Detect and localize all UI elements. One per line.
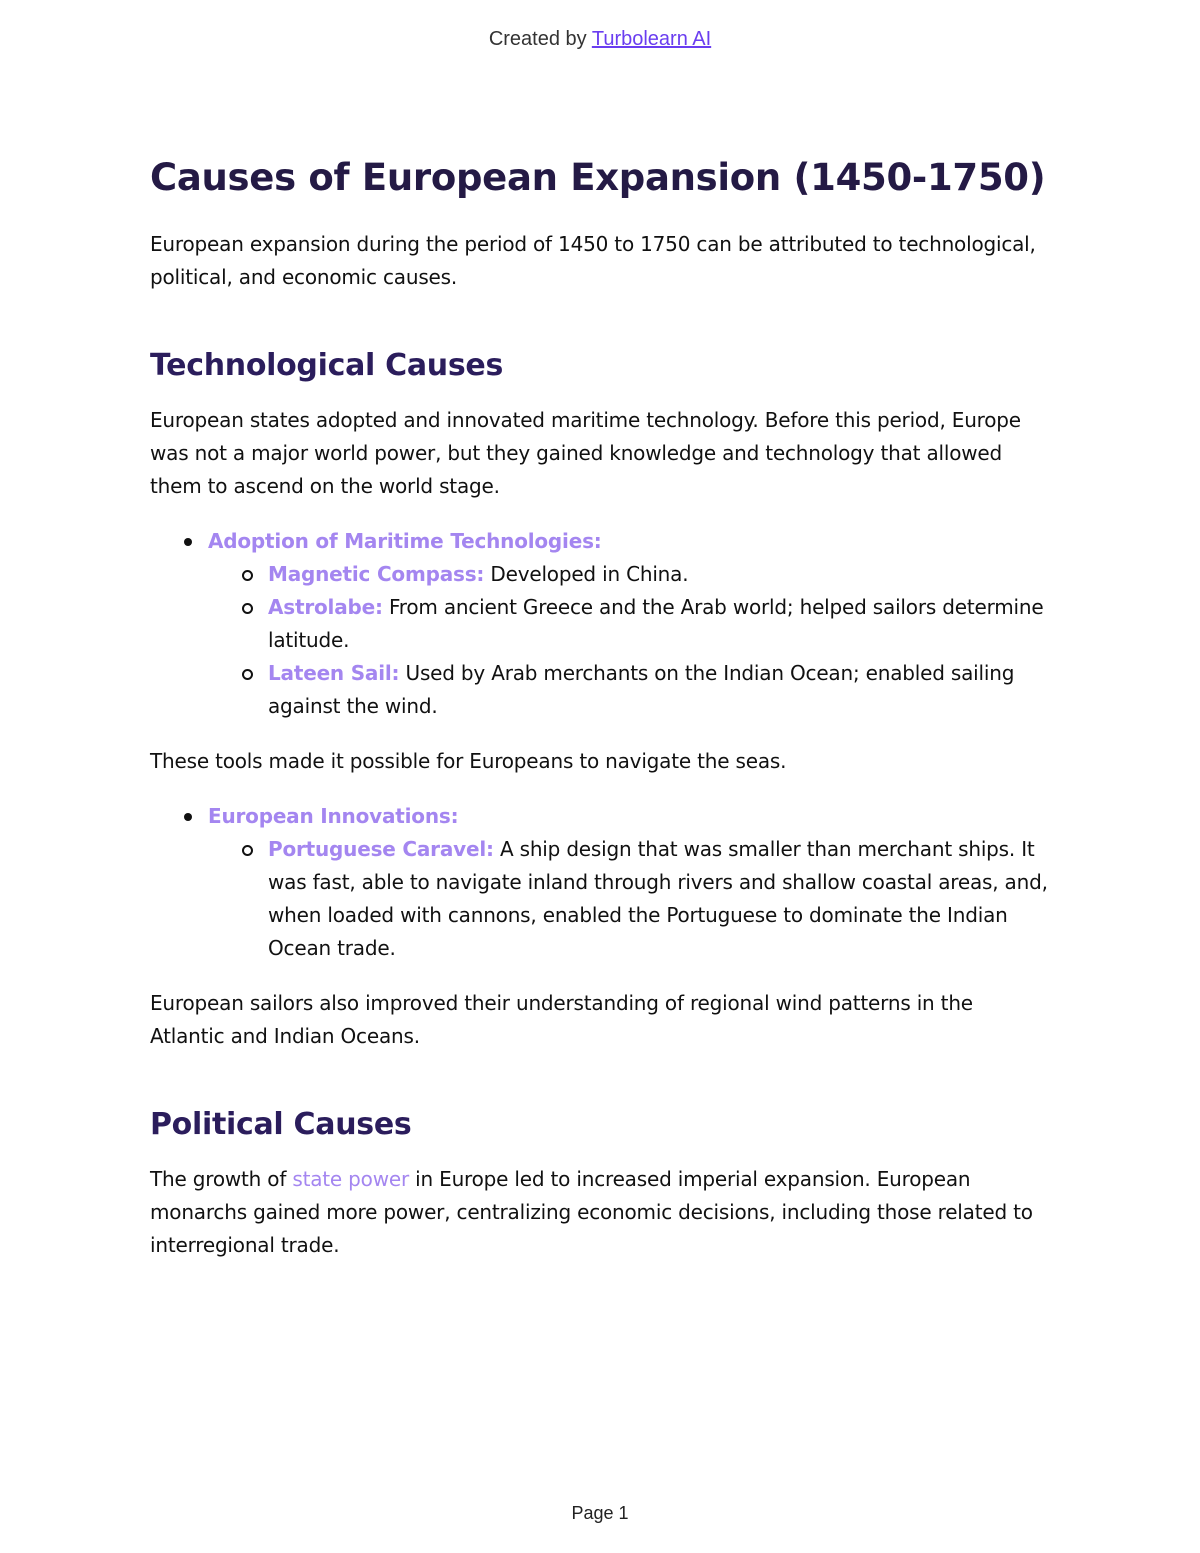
term-description: A ship design that was smaller than merchant ships. It was fast, able to navigate inland through rivers and shallow coastal areas, and, when loaded with cannons, enabled the Portuguese to dominate the Indian Ocean trade. [268,837,1048,960]
maritime-tech-list [150,525,1050,723]
intro-paragraph: European expansion during the period of 1450 to 1750 can be attributed to technological, political, and economic causes. [150,232,1036,289]
paragraph-text: The growth of [150,1167,293,1191]
page-number: Page 1 [571,1503,629,1523]
page-header [0,28,1200,51]
paragraph-text: in Europe led to increased imperial expansion. European monarchs gained more power, centralizing economic decisions, including those related to interregional trade. [150,1167,1033,1257]
list-item [208,591,1050,657]
term-description: Used by Arab merchants on the Indian Ocean; enabled sailing against the wind. [268,661,1015,718]
term-label: Lateen Sail: [268,661,400,685]
term-label: Portuguese Caravel: [268,837,494,861]
term-label: Magnetic Compass: [268,562,485,586]
section-technological-causes [150,346,1050,1053]
highlight-term: state power [292,1167,409,1191]
european-innovations-sublist [208,833,1050,965]
section-heading: Political Causes [150,1107,412,1142]
list-item [208,833,1050,965]
list-item [150,800,1050,965]
political-paragraph [150,1163,1050,1262]
term-label: Astrolabe: [268,595,383,619]
list-item [150,525,1050,723]
document-title: Causes of European Expansion (1450-1750) [150,156,1046,199]
section-heading: Technological Causes [150,348,504,383]
section-political-causes [150,1105,1050,1262]
turbolearn-link[interactable]: Turbolearn AI [591,28,712,50]
document-body [150,150,1050,1284]
tech-paragraph-2: These tools made it possible for Europeans to navigate the seas. [150,749,787,773]
tech-paragraph-3: European sailors also improved their understanding of regional wind patterns in the Atlantic and Indian Oceans. [150,991,973,1048]
list-item [208,558,1050,591]
maritime-tech-sublist [208,558,1050,723]
list-item [208,657,1050,723]
list-label: European Innovations: [208,804,459,828]
tech-paragraph-1: European states adopted and innovated maritime technology. Before this period, Europe was not a major world power, but they gained knowledge and technology that allowed them to ascend on the world stage. [150,408,1021,498]
list-label: Adoption of Maritime Technologies: [208,529,602,553]
term-description: Developed in China. [484,562,689,586]
term-description: From ancient Greece and the Arab world; helped sailors determine latitude. [268,595,1044,652]
european-innovations-list [150,800,1050,965]
header-prefix: Created by [488,28,592,50]
